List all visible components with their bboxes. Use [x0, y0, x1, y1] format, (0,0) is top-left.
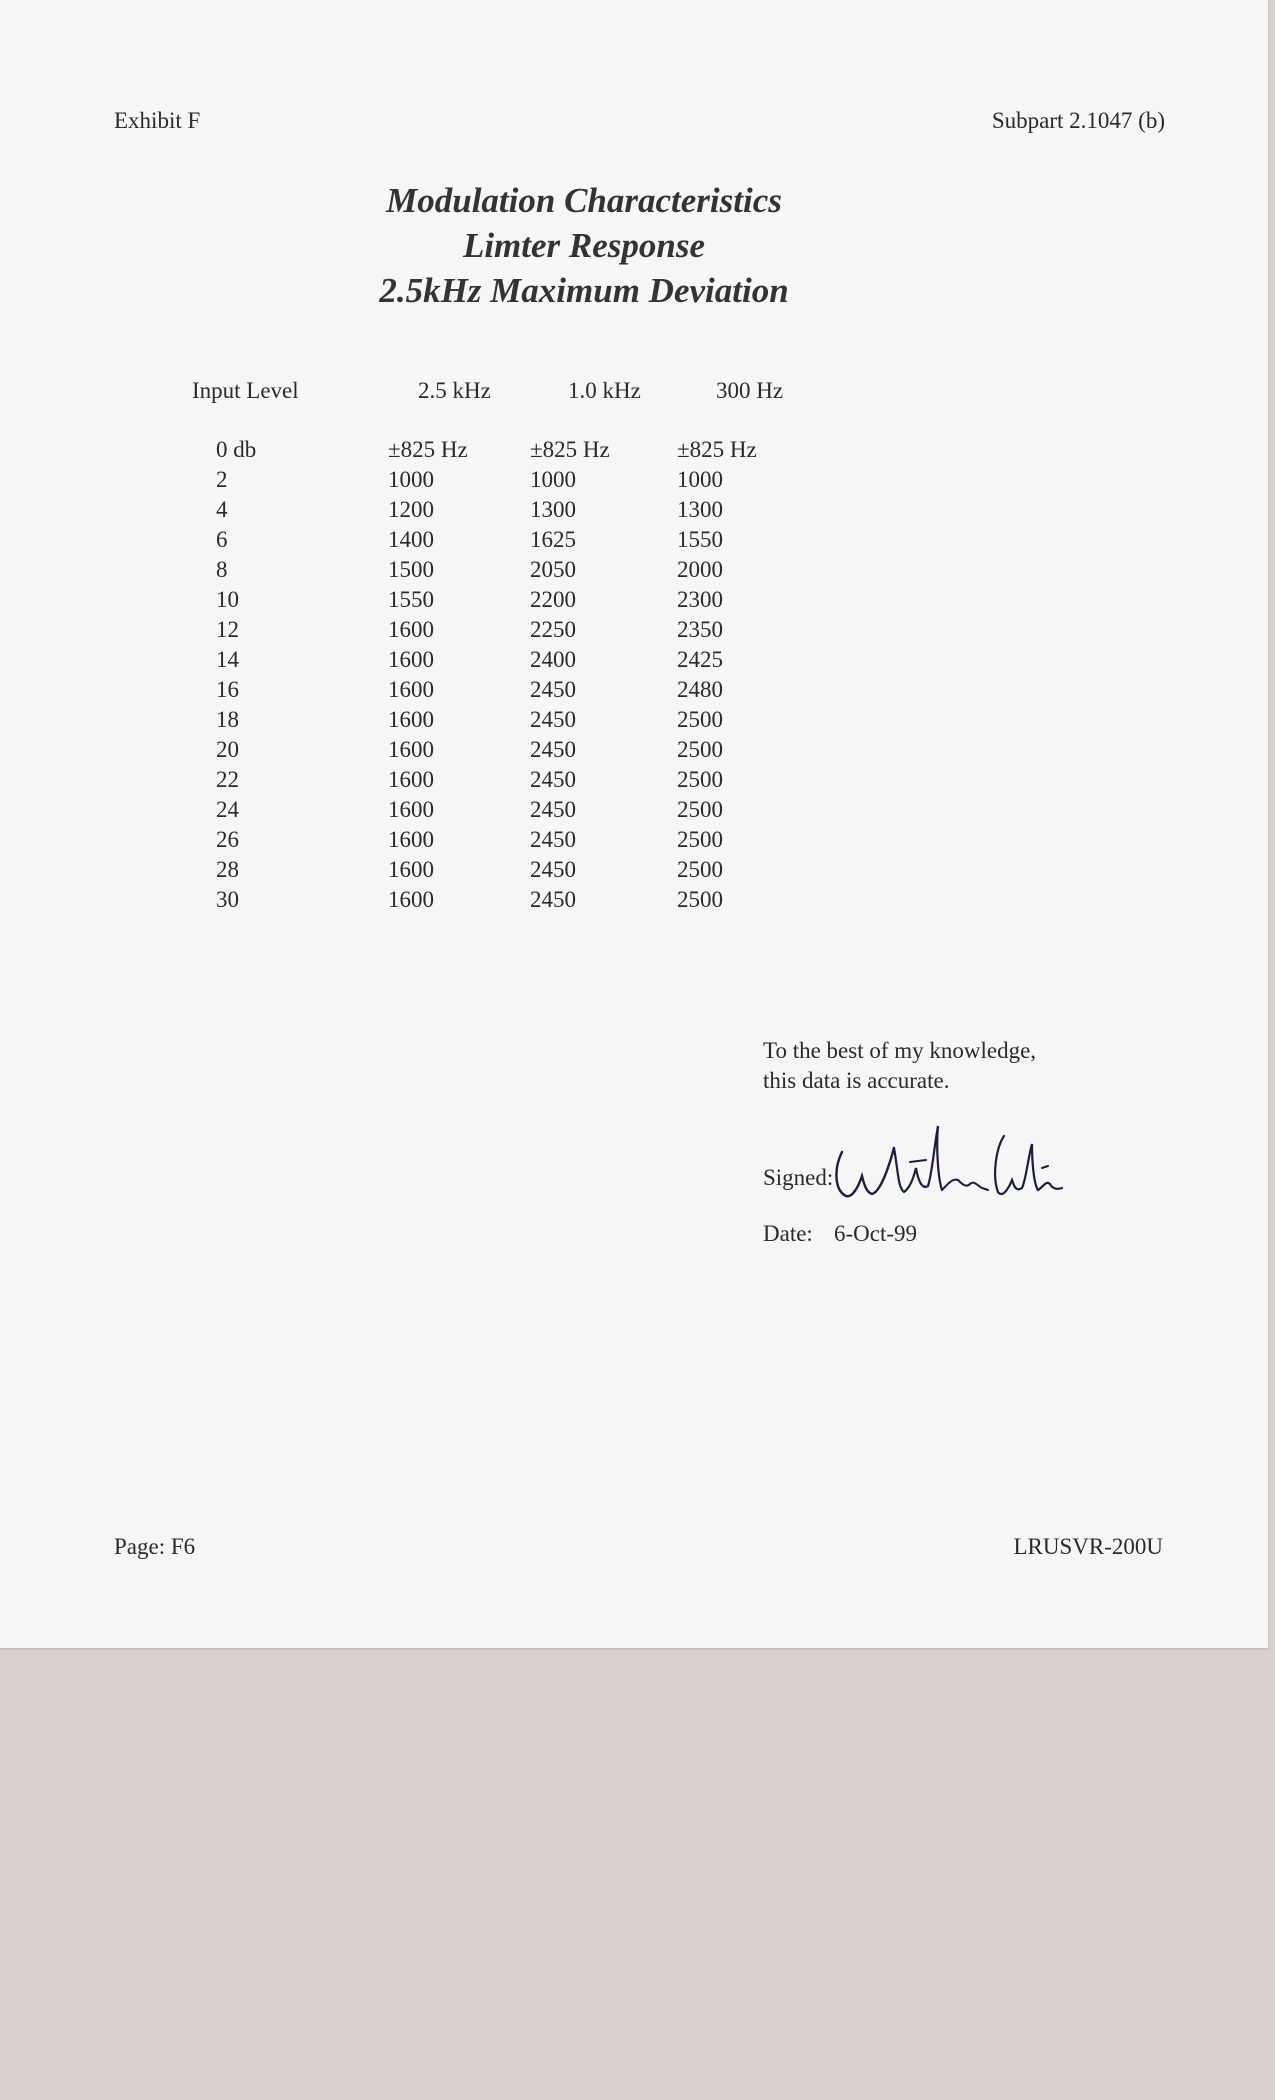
input-level-cell: 0 db [216, 437, 257, 462]
deviation-cell: 1600 [388, 827, 434, 852]
deviation-cell: ±825 Hz [388, 437, 468, 462]
attestation-line-2: this data is accurate. [763, 1068, 950, 1093]
deviation-cell: 1300 [530, 497, 576, 522]
date-label: Date: [763, 1221, 813, 1246]
title-line-2: Limter Response [462, 226, 706, 265]
input-level-cell: 4 [216, 497, 228, 522]
deviation-cell: 2500 [677, 827, 723, 852]
deviation-cell: 2500 [677, 707, 723, 732]
deviation-cell: 1625 [530, 527, 576, 552]
deviation-cell: 2450 [530, 827, 576, 852]
page-number: Page: F6 [114, 1534, 196, 1559]
input-level-cell: 30 [216, 887, 239, 912]
deviation-cell: 2450 [530, 707, 576, 732]
input-level-cell: 14 [216, 647, 239, 672]
deviation-cell: 1000 [388, 467, 434, 492]
deviation-cell: 1400 [388, 527, 434, 552]
deviation-cell: 1550 [388, 587, 434, 612]
column-header: 1.0 kHz [568, 378, 641, 403]
input-level-cell: 28 [216, 857, 239, 882]
deviation-cell: 2425 [677, 647, 723, 672]
input-level-cell: 8 [216, 557, 228, 582]
deviation-cell: 2450 [530, 737, 576, 762]
deviation-cell: 1300 [677, 497, 723, 522]
deviation-cell: 2200 [530, 587, 576, 612]
deviation-cell: 2500 [677, 767, 723, 792]
deviation-cell: 2450 [530, 677, 576, 702]
deviation-cell: 2300 [677, 587, 723, 612]
input-level-cell: 2 [216, 467, 228, 492]
title-line-3: 2.5kHz Maximum Deviation [379, 271, 789, 310]
deviation-cell: 2450 [530, 797, 576, 822]
deviation-cell: 2450 [530, 857, 576, 882]
deviation-cell: 2480 [677, 677, 723, 702]
input-level-cell: 26 [216, 827, 239, 852]
deviation-cell: 1600 [388, 677, 434, 702]
exhibit-label: Exhibit F [114, 108, 201, 133]
deviation-cell: 1550 [677, 527, 723, 552]
deviation-cell: 2250 [530, 617, 576, 642]
deviation-cell: 1500 [388, 557, 434, 582]
deviation-cell: 2500 [677, 887, 723, 912]
column-header: 2.5 kHz [418, 378, 491, 403]
deviation-cell: 1600 [388, 857, 434, 882]
input-level-cell: 6 [216, 527, 228, 552]
signed-label: Signed: [763, 1165, 834, 1190]
deviation-cell: 2400 [530, 647, 576, 672]
deviation-cell: 2500 [677, 857, 723, 882]
deviation-cell: 1000 [530, 467, 576, 492]
deviation-cell: 1600 [388, 767, 434, 792]
deviation-cell: 2050 [530, 557, 576, 582]
document-id: LRUSVR-200U [1013, 1534, 1163, 1559]
deviation-cell: 1200 [388, 497, 434, 522]
input-level-cell: 18 [216, 707, 239, 732]
input-level-cell: 20 [216, 737, 239, 762]
input-level-cell: 10 [216, 587, 239, 612]
deviation-cell: 1600 [388, 887, 434, 912]
input-level-cell: 12 [216, 617, 239, 642]
deviation-cell: ±825 Hz [530, 437, 610, 462]
deviation-cell: 2450 [530, 887, 576, 912]
deviation-cell: 2450 [530, 767, 576, 792]
title-block [0, 178, 1268, 313]
deviation-cell: 1600 [388, 797, 434, 822]
subpart-label: Subpart 2.1047 (b) [991, 108, 1165, 133]
signature-image [828, 1118, 1068, 1208]
date-value: 6-Oct-99 [834, 1221, 918, 1246]
deviation-cell: 1600 [388, 737, 434, 762]
attestation-line-1: To the best of my knowledge, [763, 1038, 1037, 1063]
title-line-1: Modulation Characteristics [386, 181, 782, 220]
attestation-text [763, 1036, 1036, 1096]
deviation-cell: 2350 [677, 617, 723, 642]
deviation-cell: 1600 [388, 647, 434, 672]
column-header: 300 Hz [716, 378, 784, 403]
deviation-cell: 2500 [677, 737, 723, 762]
deviation-cell: ±825 Hz [677, 437, 757, 462]
deviation-cell: 1600 [388, 707, 434, 732]
input-level-cell: 22 [216, 767, 239, 792]
input-level-cell: 16 [216, 677, 239, 702]
column-header: Input Level [192, 378, 299, 403]
input-level-cell: 24 [216, 797, 239, 822]
deviation-cell: 1600 [388, 617, 434, 642]
deviation-cell: 1000 [677, 467, 723, 492]
deviation-cell: 2000 [677, 557, 723, 582]
deviation-cell: 2500 [677, 797, 723, 822]
